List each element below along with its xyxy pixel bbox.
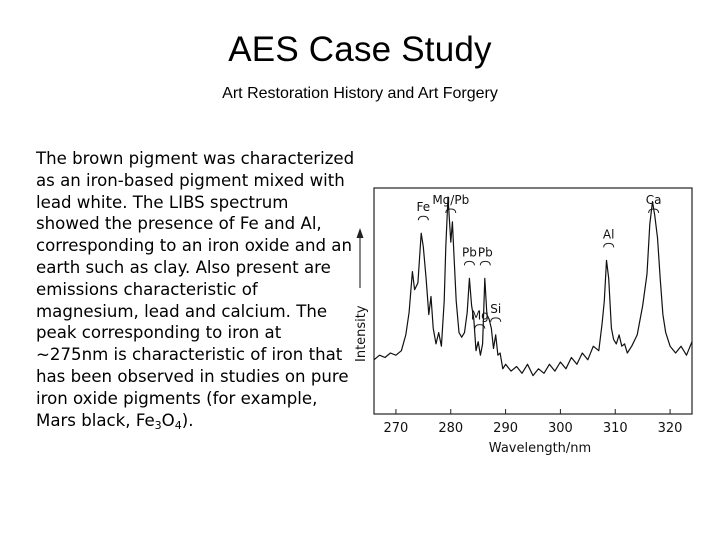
libs-spectrum-chart [348,180,708,470]
x-tick-label: 310 [602,421,628,436]
peak-label-pb: Pb [477,245,493,260]
peak-label-ca: Ca [645,193,662,207]
x-tick-label: 280 [438,421,464,436]
subscript-4: 4 [174,418,182,432]
peak-bracket [604,243,614,247]
peak-bracket [464,261,474,265]
body-text-end: ). [181,410,194,430]
body-paragraph [36,148,356,431]
slide-title: AES Case Study [228,30,492,69]
peak-label-si: Si [490,301,502,316]
x-axis-label: Wavelength/nm [488,441,592,456]
x-tick-label: 270 [383,421,409,436]
peak-bracket [418,216,428,220]
peak-bracket [480,261,490,265]
x-tick-label: 320 [657,421,683,436]
body-text-oxygen: O [161,410,175,430]
spectrum-line [374,197,692,376]
y-arrow [357,228,364,288]
peak-label-pb: Pb [461,245,477,260]
plot-frame [374,188,692,414]
subscript-3: 3 [154,418,162,432]
y-axis-label: Intensity [354,305,369,362]
peak-label-mg: Mg [470,308,489,323]
x-tick-label: 290 [493,421,519,436]
peak-label-fe: Fe [416,200,431,215]
slide-subtitle: Art Restoration History and Art Forgery [222,85,498,102]
peak-annotations [417,193,662,329]
peak-label-mg-pb: Mg/Pb [432,193,470,207]
peak-label-al: Al [602,227,615,242]
body-text-main: The brown pigment was characterized as an iron-based pigment mixed with lead white. The LIBS spectrum showed the presence of Fe and Al, corresponding to an iron oxide and an earth such as clay. Also present are emissions characteristic of magnesium, lead and calcium. The peak corresponding to iron at ~275nm is characteristic of iron that has been observed in studies on pure iron oxide pigments (for example, Mars black, Fe [36,149,355,430]
x-tick-label: 300 [547,421,573,436]
peak-bracket [491,318,501,322]
x-ticks [384,409,683,436]
